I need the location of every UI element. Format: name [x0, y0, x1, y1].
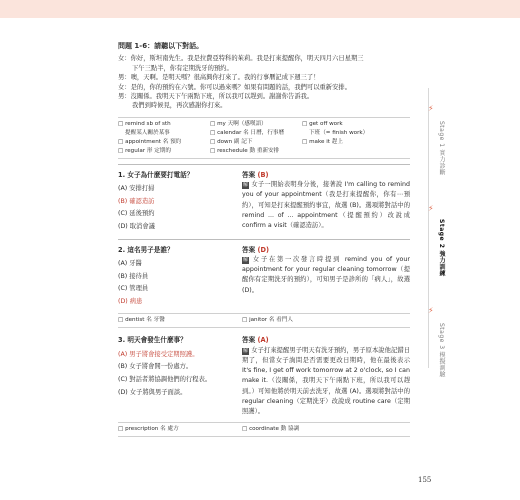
question-vocab: [118, 422, 410, 437]
option: (C) 管理員: [118, 285, 149, 293]
side-tab-stage3[interactable]: Stage 3 模擬測驗: [438, 322, 445, 378]
lightning-bolt-icon: ⚡: [428, 306, 434, 315]
option: (C) 延後預約: [118, 210, 155, 218]
dialog-line: 女：是的，你的預約在六號。你可以過來嗎？如果有問題的話，我們可以重新安排。: [118, 83, 351, 91]
vocab-item: □ remind sb of sth: [118, 120, 171, 127]
vocab-item: □ get off work: [302, 120, 343, 127]
dialog-transcript: [118, 54, 410, 110]
dialog-line: 男：沒關係。我明天下午兩點下班，所以我可以趕到。謝謝你告訴我。: [118, 93, 314, 101]
explanation-text: 女子一開始表明身分後，接著說 I'm calling to remind you of your appointment（我是打來提醒你，你有⋯預約），可知是打來提醒預約事宜，故選 (B)。選項將對話中的 remind ... of ... appointment（提醒預約）改說成 confirm a visit（確認造訪）。: [242, 181, 410, 230]
question-block: [118, 171, 410, 234]
dialog-line: 我們到時候見，再次感謝你打來。: [132, 102, 227, 110]
dialog-line: 下午三點半，你有定期洗牙的預約。: [132, 64, 233, 72]
vocab-item: [302, 147, 410, 156]
explanation-badge: 解: [243, 347, 249, 354]
section-title: 問題 1-6：請聽以下對話。: [118, 42, 204, 50]
option: (A) 牙醫: [118, 260, 142, 268]
vocab-item: □ my 天啊（感嘆語）: [210, 120, 267, 127]
side-tab-stage1[interactable]: Stage 1 實力診斷: [438, 120, 445, 176]
lightning-bolt-icon: ⚡: [428, 204, 434, 213]
vocab-item: □ appointment 名 預約: [118, 138, 182, 145]
explanation-badge: 解: [243, 257, 249, 264]
question-title: 3. 明天會發生什麼事？: [118, 336, 187, 345]
answer-value: (A): [257, 336, 269, 345]
option-correct: (D) 病患: [118, 297, 143, 305]
exam-content: [118, 42, 410, 437]
top-banner: [0, 0, 520, 18]
vocab-item: □ janitor 名 看門人: [242, 317, 293, 324]
option: (D) 取消會議: [118, 223, 155, 231]
vocab-box: [118, 117, 410, 159]
vocab-item: □ make it 趕上: [302, 138, 343, 145]
option: (B) 接待員: [118, 272, 149, 280]
divider: [118, 239, 410, 240]
options-list: [118, 183, 242, 233]
answer-line: [242, 336, 410, 345]
answer-label: 答案: [242, 245, 256, 254]
option-correct: (B) 確認造訪: [118, 197, 155, 205]
explanation-text: 女子在第一次發言時提到 remind you of your appointment for your regular cleaning tomorrow（提醒你有定期洗牙的預約），可知男子是診所的「病人」，故選 (D)。: [242, 256, 410, 294]
explanation: [242, 180, 410, 231]
vocab-item: □ calendar 名 日曆，行事曆: [210, 129, 285, 136]
side-tab-stage2[interactable]: Stage 2 強力訓練: [438, 219, 445, 277]
option: (D) 女子將與男子面談。: [118, 388, 187, 396]
answer-value: (D): [257, 245, 269, 254]
question-block: [118, 246, 410, 309]
vocab-item: □ down 副 記下: [210, 138, 253, 145]
vocab-item: □ reschedule 動 重新安排: [210, 147, 280, 154]
explanation: [242, 346, 410, 417]
vocab-item: □ prescription 名 處方: [118, 426, 179, 433]
vocab-item: 下班（= finish work）: [309, 129, 369, 136]
divider: [118, 164, 410, 165]
answer-line: [242, 171, 410, 180]
question-title: 2. 這名男子是誰？: [118, 245, 174, 254]
option: (B) 女子將會開一份處方。: [118, 363, 193, 371]
option: (A) 安排打掃: [118, 185, 155, 193]
lightning-bolt-icon: ⚡: [428, 104, 434, 113]
explanation-text: 女子打來提醒男子明天有洗牙預約，男子原本說他記錯日期了，但當女子詢問是否需要更改日期時，他在最後表示 It's fine, I get off work tomorrow at 2 o'clock, so I can make it.（沒關係，我明天下午兩點下班，所以我可以趕到。）可知他將於明天前去洗牙，故選 (A)。選項將對話中的 regular cleaning（定期洗牙）改說成 routine care（定期照護）。: [242, 346, 410, 416]
options-list: [118, 349, 242, 399]
page-number: 155: [418, 476, 432, 484]
vocab-item: □ dentist 名 牙醫: [118, 317, 165, 324]
question-title: 1. 女子為什麼要打電話？: [118, 170, 194, 179]
explanation-badge: 解: [243, 182, 249, 189]
answer-label: 答案: [242, 336, 256, 345]
option-correct: (A) 男子將會接受定期照護。: [118, 350, 199, 358]
dialog-line: 男：噢，天啊。是明天嗎？很高興你打來了。我的行事曆記成下週三了！: [118, 74, 320, 82]
dialog-line: 女：你好，斯坦南先生。我是拉費亞特科的茱莉。我是打來提醒你，明天四月六日星期三: [118, 55, 364, 63]
question-block: [118, 336, 410, 417]
vocab-item: □ regular 形 定期的: [118, 147, 171, 154]
vocab-item: 提醒某人關於某事: [125, 129, 170, 136]
answer-value: (B): [257, 170, 269, 179]
vocab-item: □ coordinate 動 協調: [242, 426, 300, 433]
answer-label: 答案: [242, 170, 256, 179]
options-list: [118, 258, 242, 308]
question-vocab: [118, 313, 410, 328]
explanation: [242, 255, 410, 296]
answer-line: [242, 246, 410, 255]
option: (C) 對話者將協調他們的行程表。: [118, 376, 212, 383]
